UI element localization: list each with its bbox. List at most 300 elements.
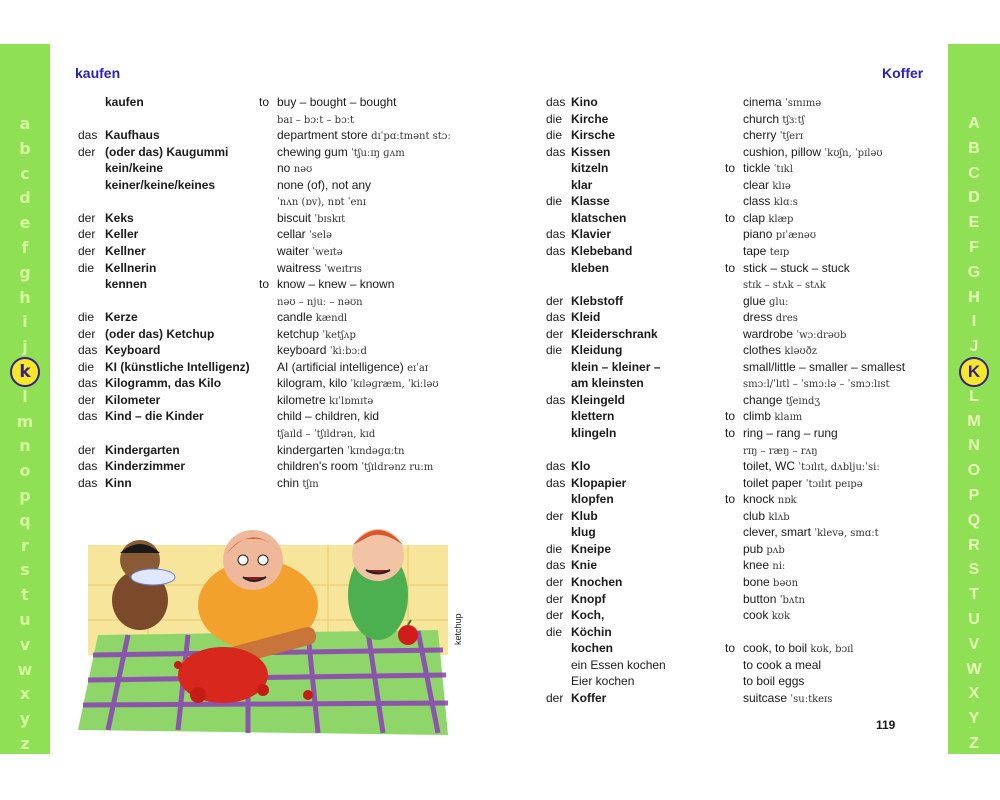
entry-translation: glue bbox=[743, 293, 766, 308]
entry-article: das bbox=[546, 459, 566, 474]
entry-headword: Klasse bbox=[571, 194, 610, 209]
entry-translation: to cook a meal bbox=[743, 657, 822, 672]
alphabet-tab-right bbox=[948, 44, 1000, 754]
entry-pronunciation: stɪk – stʌk – stʌk bbox=[743, 280, 826, 292]
entry-translation-line bbox=[743, 524, 879, 542]
entry-translation-line bbox=[277, 260, 362, 278]
entry-headword: Kleidung bbox=[571, 343, 623, 358]
entry-translation: tickle bbox=[743, 161, 771, 176]
entry-translation: chewing gum bbox=[277, 144, 348, 159]
entry-translation-line bbox=[743, 508, 790, 526]
entry-article: die bbox=[546, 541, 563, 556]
entry-article: die bbox=[546, 111, 563, 126]
entry-to-marker: to bbox=[259, 277, 270, 292]
entry-article: das bbox=[546, 310, 566, 325]
entry-article: das bbox=[78, 475, 98, 490]
entry-headword: Keller bbox=[105, 227, 139, 242]
entry-pronunciation: ˈsuːtkeɪs bbox=[790, 693, 833, 705]
index-letter-right-3[interactable]: D bbox=[968, 189, 980, 207]
entry-pronunciation: nəʊ – njuː – nəʊn bbox=[277, 296, 363, 308]
entry-headword: KI (künstliche Intelligenz) bbox=[105, 359, 250, 374]
entry-pronunciation: nɒk bbox=[777, 495, 797, 507]
entry-article: der bbox=[546, 574, 564, 589]
index-letter-right-9[interactable]: J bbox=[969, 338, 979, 356]
entry-translation: clap bbox=[743, 210, 766, 225]
entry-pronunciation: ˈweɪtə bbox=[312, 246, 343, 258]
entry-article: die bbox=[78, 310, 95, 325]
index-letter-left-24[interactable]: y bbox=[19, 709, 31, 729]
entry-headword: Klebeband bbox=[571, 243, 633, 258]
entry-translation: wardrobe bbox=[743, 326, 794, 341]
entry-headword: Knie bbox=[571, 558, 598, 573]
entry-translation: cook bbox=[743, 608, 769, 623]
entry-translation-line bbox=[743, 475, 863, 493]
entry-pronunciation: ˈtɔɪlɪt peɪpə bbox=[805, 478, 863, 490]
entry-translation-line bbox=[743, 557, 785, 575]
entry-pronunciation: ˈketʃʌp bbox=[322, 329, 356, 341]
entry-translation-line bbox=[277, 160, 312, 178]
index-letter-left-25[interactable]: z bbox=[20, 734, 30, 753]
entry-article: die bbox=[546, 624, 563, 639]
entry-translation-line bbox=[743, 690, 832, 708]
entry-pronunciation: nəʊ bbox=[293, 164, 313, 176]
entry-translation-line bbox=[277, 408, 379, 424]
entry-article: das bbox=[78, 343, 98, 358]
entry-article: der bbox=[78, 243, 96, 258]
entry-article: der bbox=[546, 293, 564, 308]
entry-headword: am kleinsten bbox=[571, 376, 644, 391]
entry-translation-line bbox=[277, 127, 451, 145]
guide-word-right: Koffer bbox=[882, 65, 924, 81]
entry-headword: Kissen bbox=[571, 144, 611, 159]
entry-pronunciation: ˈselə bbox=[309, 230, 332, 242]
entry-translation: none (of), not any bbox=[277, 177, 372, 192]
entry-translation: class bbox=[743, 194, 771, 209]
entry-translation: AI (artificial intelligence) bbox=[277, 359, 404, 374]
entry-article: der bbox=[78, 442, 96, 457]
index-letter-left-10[interactable]: k bbox=[0, 362, 50, 387]
entry-article: der bbox=[546, 608, 564, 623]
entry-pronunciation: niː bbox=[772, 561, 786, 573]
entry-to-marker: to bbox=[725, 161, 736, 176]
entry-translation: biscuit bbox=[277, 210, 312, 225]
entry-pronunciation: rɪŋ – ræŋ – rʌŋ bbox=[743, 445, 818, 457]
entry-headword: kitzeln bbox=[571, 161, 609, 176]
index-letter-left-14[interactable]: o bbox=[19, 461, 31, 481]
entry-headword: kein/keine bbox=[105, 161, 164, 176]
entry-to-marker: to bbox=[725, 260, 736, 275]
entry-pronunciation: ɡluː bbox=[769, 296, 789, 308]
entry-translation: children's room bbox=[277, 459, 358, 474]
entry-pronunciation: dres bbox=[775, 313, 798, 325]
entry-translation: cushion, pillow bbox=[743, 144, 822, 159]
entry-translation: know – knew – known bbox=[277, 277, 395, 292]
entry-translation-line bbox=[743, 375, 890, 393]
entry-article: das bbox=[546, 392, 566, 407]
entry-to-marker: to bbox=[725, 409, 736, 424]
entry-translation: suitcase bbox=[743, 690, 788, 705]
page-number: 119 bbox=[876, 718, 896, 732]
entry-translation-line bbox=[743, 243, 789, 261]
index-letter-left-2[interactable]: c bbox=[20, 163, 30, 183]
entry-translation: cinema bbox=[743, 95, 782, 109]
entry-translation-line bbox=[277, 243, 343, 261]
entry-translation-line bbox=[743, 392, 820, 410]
entry-pronunciation: ˈbʌtn bbox=[779, 594, 805, 606]
index-letter-left-9[interactable]: j bbox=[22, 337, 28, 357]
entry-translation: kindergarten bbox=[277, 442, 344, 457]
index-letter-left-16[interactable]: q bbox=[19, 510, 31, 530]
entry-translation: stick – stuck – stuck bbox=[743, 260, 850, 275]
entry-pronunciation: dɪˈpɑːtmənt stɔː bbox=[371, 131, 451, 143]
entry-article: der bbox=[78, 392, 96, 407]
index-letter-right-2[interactable]: C bbox=[968, 164, 980, 182]
index-letter-left-15[interactable]: p bbox=[19, 486, 31, 505]
index-letter-left-11[interactable]: l bbox=[22, 386, 28, 406]
entry-pronunciation: ˈbɪskɪt bbox=[314, 213, 346, 225]
entry-headword: kleben bbox=[571, 260, 610, 275]
entry-translation-line bbox=[277, 210, 345, 228]
entry-translation: toilet, WC bbox=[743, 459, 796, 474]
entry-headword: Kaufhaus bbox=[105, 128, 160, 143]
entry-pronunciation: ˈkʊʃn, ˈpɪləʊ bbox=[824, 147, 883, 159]
entry-headword: Knopf bbox=[571, 591, 606, 606]
entry-pronunciation: klɑːs bbox=[773, 197, 798, 209]
index-letter-right-14[interactable]: O bbox=[967, 462, 981, 480]
entry-translation-line bbox=[743, 342, 817, 360]
entry-headword: Klopapier bbox=[571, 475, 627, 490]
entry-article: das bbox=[546, 95, 566, 109]
entry-translation-line bbox=[743, 260, 850, 276]
entry-translation-line bbox=[743, 640, 853, 658]
entry-pronunciation: klæp bbox=[768, 213, 794, 225]
entry-translation-line bbox=[277, 111, 354, 129]
index-letter-left-23[interactable]: x bbox=[19, 684, 31, 704]
entry-headword: Kirche bbox=[571, 111, 609, 126]
entry-article: die bbox=[78, 260, 95, 275]
index-letter-right-7[interactable]: H bbox=[968, 288, 980, 306]
entry-headword: keiner/keine/keines bbox=[105, 177, 216, 192]
entry-headword: ein Essen kochen bbox=[571, 657, 666, 672]
entry-headword: Eier kochen bbox=[571, 674, 635, 689]
index-letter-right-5[interactable]: F bbox=[969, 239, 979, 256]
entry-article: der bbox=[546, 508, 564, 523]
index-letter-right-17[interactable]: R bbox=[968, 536, 980, 554]
entry-article: das bbox=[78, 409, 98, 424]
entry-headword: Klo bbox=[571, 459, 591, 474]
entry-translation-line bbox=[277, 144, 405, 162]
entry-headword: klopfen bbox=[571, 492, 614, 507]
index-letter-right-1[interactable]: B bbox=[968, 139, 980, 157]
entry-translation: keyboard bbox=[277, 343, 327, 358]
index-letter-left-13[interactable]: n bbox=[19, 436, 31, 456]
entry-headword: Kino bbox=[571, 95, 598, 109]
index-letter-right-19[interactable]: T bbox=[969, 586, 979, 604]
entry-translation: cook, to boil bbox=[743, 641, 808, 656]
entry-translation: waitress bbox=[277, 260, 322, 275]
entry-headword: Kneipe bbox=[571, 541, 612, 556]
index-letter-right-20[interactable]: U bbox=[968, 611, 980, 628]
entry-article: das bbox=[546, 144, 566, 159]
entry-translation: candle bbox=[277, 310, 313, 325]
entry-headword: Klavier bbox=[571, 227, 612, 242]
index-letter-left-7[interactable]: h bbox=[19, 287, 31, 307]
index-letter-right-6[interactable]: G bbox=[967, 263, 981, 281]
index-letter-left-8[interactable]: i bbox=[22, 312, 28, 332]
entry-translation-line bbox=[277, 425, 375, 443]
entry-translation-line bbox=[743, 458, 880, 476]
entry-article: das bbox=[78, 459, 98, 474]
entry-article: die bbox=[546, 343, 563, 358]
entry-translation-line bbox=[743, 127, 803, 145]
entry-headword: Keyboard bbox=[105, 343, 161, 358]
entry-translation-line bbox=[277, 375, 439, 393]
index-letter-left-21[interactable]: v bbox=[19, 634, 31, 654]
entry-translation-line bbox=[743, 160, 793, 178]
entry-headword: Kerze bbox=[105, 310, 138, 325]
entry-headword: kennen bbox=[105, 277, 148, 292]
entry-article: das bbox=[546, 243, 566, 258]
index-letter-right-16[interactable]: Q bbox=[967, 511, 981, 529]
index-letter-left-19[interactable]: t bbox=[21, 585, 29, 605]
entry-pronunciation: klɪə bbox=[772, 180, 791, 192]
index-letter-right-24[interactable]: Y bbox=[968, 710, 980, 728]
entry-translation: climb bbox=[743, 409, 772, 424]
index-letter-right-23[interactable]: X bbox=[968, 685, 980, 703]
entry-pronunciation: kʊk bbox=[771, 611, 791, 623]
entry-translation: bone bbox=[743, 574, 770, 589]
entry-article: der bbox=[78, 210, 96, 225]
index-letter-right-15[interactable]: P bbox=[968, 487, 980, 504]
entry-pronunciation: kɪˈlɒmɪtə bbox=[329, 395, 374, 407]
entry-article: der bbox=[546, 690, 564, 705]
entry-translation-line bbox=[743, 226, 816, 244]
index-letter-right-18[interactable]: S bbox=[968, 561, 980, 579]
guide-word-left: kaufen bbox=[75, 65, 121, 81]
entry-translation-line bbox=[743, 607, 790, 625]
entry-translation: ketchup bbox=[277, 326, 320, 341]
entry-translation: child – children, kid bbox=[277, 409, 380, 424]
entry-translation-line bbox=[277, 193, 366, 211]
entry-headword: Kilogramm, das Kilo bbox=[105, 376, 222, 391]
index-letter-left-22[interactable]: w bbox=[17, 659, 33, 679]
index-letter-right-22[interactable]: W bbox=[966, 660, 982, 678]
index-letter-right-4[interactable]: E bbox=[968, 214, 980, 232]
entry-translation-line bbox=[743, 309, 798, 327]
entry-translation-line bbox=[743, 94, 821, 112]
entry-headword: Kindergarten bbox=[105, 442, 180, 457]
entry-translation: clear bbox=[743, 177, 770, 192]
entry-pronunciation: kʊk, bɔɪl bbox=[810, 644, 854, 656]
entry-pronunciation: ˈtʃɪldrənz ruːm bbox=[361, 462, 434, 474]
entry-headword: kaufen bbox=[105, 95, 144, 109]
entry-translation-line bbox=[277, 226, 332, 244]
entry-translation-line bbox=[743, 425, 838, 441]
entry-headword: Köchin bbox=[571, 624, 612, 639]
entry-headword: Kirsche bbox=[571, 128, 616, 143]
entry-article: der bbox=[78, 326, 96, 341]
entry-pronunciation: kændl bbox=[315, 313, 348, 325]
index-letter-right-8[interactable]: I bbox=[971, 313, 977, 331]
entry-headword: Kleid bbox=[571, 310, 601, 325]
entry-translation: change bbox=[743, 392, 783, 407]
index-letter-left-3[interactable]: d bbox=[19, 188, 31, 208]
index-letter-left-1[interactable]: b bbox=[19, 138, 31, 158]
entry-translation: no bbox=[277, 161, 291, 176]
entry-translation-line bbox=[743, 177, 791, 195]
illustration-caption: ketchup bbox=[453, 613, 463, 645]
entry-translation: kilogram, kilo bbox=[277, 376, 348, 391]
entry-translation-line bbox=[277, 309, 347, 327]
entry-translation-line bbox=[277, 94, 396, 110]
entry-article: die bbox=[78, 359, 95, 374]
index-letter-right-25[interactable]: Z bbox=[969, 735, 979, 752]
entry-translation-line bbox=[743, 591, 805, 609]
entry-headword: Kellner bbox=[105, 243, 146, 258]
entry-translation: dress bbox=[743, 310, 773, 325]
entry-translation: ring – rang – rung bbox=[743, 426, 838, 440]
entry-translation-line bbox=[743, 210, 793, 228]
entry-translation-line bbox=[277, 359, 428, 377]
entry-translation-line bbox=[743, 293, 788, 311]
entry-to-marker: to bbox=[725, 210, 736, 225]
entry-pronunciation: ˈweɪtrɪs bbox=[324, 263, 362, 275]
entry-headword: Koffer bbox=[571, 690, 607, 705]
entry-translation: club bbox=[743, 508, 766, 523]
entry-pronunciation: ˈkiːbɔːd bbox=[329, 346, 367, 358]
entry-article: der bbox=[546, 326, 564, 341]
index-letter-left-12[interactable]: m bbox=[16, 411, 34, 431]
entry-pronunciation: baɪ – bɔːt – bɔːt bbox=[277, 114, 355, 126]
entry-article: der bbox=[78, 227, 96, 242]
entry-translation-line bbox=[277, 475, 319, 493]
tomato bbox=[398, 625, 418, 645]
index-letter-right-13[interactable]: N bbox=[968, 437, 980, 455]
entry-pronunciation: tʃeɪndʒ bbox=[785, 395, 821, 407]
entry-pronunciation: ˈtʃerɪ bbox=[779, 131, 804, 143]
entry-pronunciation: tʃɪn bbox=[302, 478, 319, 490]
alphabet-tab-left bbox=[0, 44, 50, 754]
entry-pronunciation: ˈkɪndəɡɑːtn bbox=[347, 445, 405, 457]
entry-pronunciation: bəʊn bbox=[773, 577, 799, 589]
index-letter-left-6[interactable]: g bbox=[19, 262, 31, 282]
entry-translation: kilometre bbox=[277, 392, 326, 407]
entry-translation-line bbox=[743, 541, 785, 559]
entry-to-marker: to bbox=[725, 492, 736, 507]
entry-pronunciation: klaɪm bbox=[774, 412, 803, 424]
entry-translation-line bbox=[743, 144, 883, 162]
index-letter-left-5[interactable]: f bbox=[21, 238, 29, 257]
entry-translation-line bbox=[277, 342, 367, 360]
entry-translation: church bbox=[743, 111, 780, 126]
entry-translation-line bbox=[743, 359, 905, 375]
entry-pronunciation: pɪˈænəʊ bbox=[775, 230, 817, 242]
entry-headword: klein – kleiner – bbox=[571, 359, 661, 374]
entry-pronunciation: ˈsɪnɪmə bbox=[785, 98, 822, 109]
index-letter-right-10[interactable]: K bbox=[948, 362, 1000, 387]
entry-headword: Kinn bbox=[105, 475, 132, 490]
entry-translation-line bbox=[277, 293, 363, 311]
entry-headword: kochen bbox=[571, 641, 614, 656]
entry-pronunciation: tʃɜːtʃ bbox=[782, 114, 805, 126]
entry-article: das bbox=[78, 376, 98, 391]
entry-headword: Kind – die Kinder bbox=[105, 409, 204, 424]
index-letter-right-0[interactable]: A bbox=[968, 115, 980, 132]
entry-headword: Kleingeld bbox=[571, 392, 626, 407]
entry-article: das bbox=[546, 227, 566, 242]
entry-pronunciation: ˈtɪkl bbox=[773, 164, 793, 176]
entry-headword: Klub bbox=[571, 508, 598, 523]
entry-translation-line bbox=[743, 491, 797, 509]
index-letter-left-18[interactable]: s bbox=[20, 560, 30, 580]
entry-translation-line bbox=[277, 326, 356, 344]
entry-pronunciation: pʌb bbox=[766, 544, 785, 556]
entry-headword: Keks bbox=[105, 210, 134, 225]
index-letter-left-4[interactable]: e bbox=[19, 213, 31, 233]
index-letter-right-21[interactable]: V bbox=[968, 635, 980, 653]
entry-to-marker: to bbox=[725, 426, 736, 440]
entry-pronunciation: ˈkɪləɡræm, ˈkiːləʊ bbox=[350, 379, 439, 391]
entry-headword: Kilometer bbox=[105, 392, 161, 407]
entry-pronunciation: kləʊðz bbox=[784, 346, 818, 358]
entry-translation: piano bbox=[743, 227, 773, 242]
entry-article: die bbox=[546, 194, 563, 209]
entry-headword: klar bbox=[571, 177, 593, 192]
entry-translation: department store bbox=[277, 128, 368, 143]
entry-pronunciation: teɪp bbox=[769, 246, 790, 258]
entry-translation-line bbox=[743, 673, 804, 689]
entry-translation: knee bbox=[743, 558, 770, 573]
entry-translation-line bbox=[277, 177, 371, 193]
entry-article: das bbox=[546, 558, 566, 573]
entry-pronunciation: ˈklevə, smɑːt bbox=[814, 528, 879, 540]
entry-pronunciation: klʌb bbox=[768, 511, 790, 523]
entry-to-marker: to bbox=[259, 95, 270, 109]
entry-translation: to boil eggs bbox=[743, 674, 805, 689]
entry-translation: buy – bought – bought bbox=[277, 95, 397, 109]
entry-pronunciation: eɪˈaɪ bbox=[407, 362, 429, 374]
entry-translation-line bbox=[743, 574, 798, 592]
entry-headword: (oder das) Ketchup bbox=[105, 326, 215, 341]
entry-translation: cellar bbox=[277, 227, 306, 242]
entry-translation-line bbox=[277, 392, 373, 410]
entry-translation-line bbox=[743, 193, 798, 211]
index-letter-left-20[interactable]: u bbox=[19, 610, 31, 629]
entry-translation-line bbox=[743, 657, 821, 673]
entry-translation: waiter bbox=[277, 243, 310, 258]
entry-headword: klatschen bbox=[571, 210, 627, 225]
entry-translation: chin bbox=[277, 475, 300, 490]
entry-translation: cherry bbox=[743, 128, 777, 143]
entry-to-marker: to bbox=[725, 641, 736, 656]
entry-pronunciation: ˈtɔɪlɪt, dʌbljuːˈsiː bbox=[798, 462, 880, 474]
entry-headword: Kleiderschrank bbox=[571, 326, 658, 341]
index-letter-right-12[interactable]: M bbox=[967, 412, 981, 430]
entry-translation: clever, smart bbox=[743, 525, 812, 540]
entry-translation: toilet paper bbox=[743, 475, 803, 490]
index-letter-left-0[interactable]: a bbox=[19, 114, 31, 133]
entry-article: der bbox=[78, 144, 96, 159]
index-letter-left-17[interactable]: r bbox=[21, 535, 29, 555]
entry-translation: clothes bbox=[743, 343, 782, 358]
index-letter-right-11[interactable]: L bbox=[969, 387, 979, 405]
entry-translation: knock bbox=[743, 492, 775, 507]
entry-headword: Klebstoff bbox=[571, 293, 623, 308]
entry-headword: Knochen bbox=[571, 574, 623, 589]
entry-headword: Kinderzimmer bbox=[105, 459, 186, 474]
entry-headword: klettern bbox=[571, 409, 615, 424]
entry-article: der bbox=[546, 591, 564, 606]
